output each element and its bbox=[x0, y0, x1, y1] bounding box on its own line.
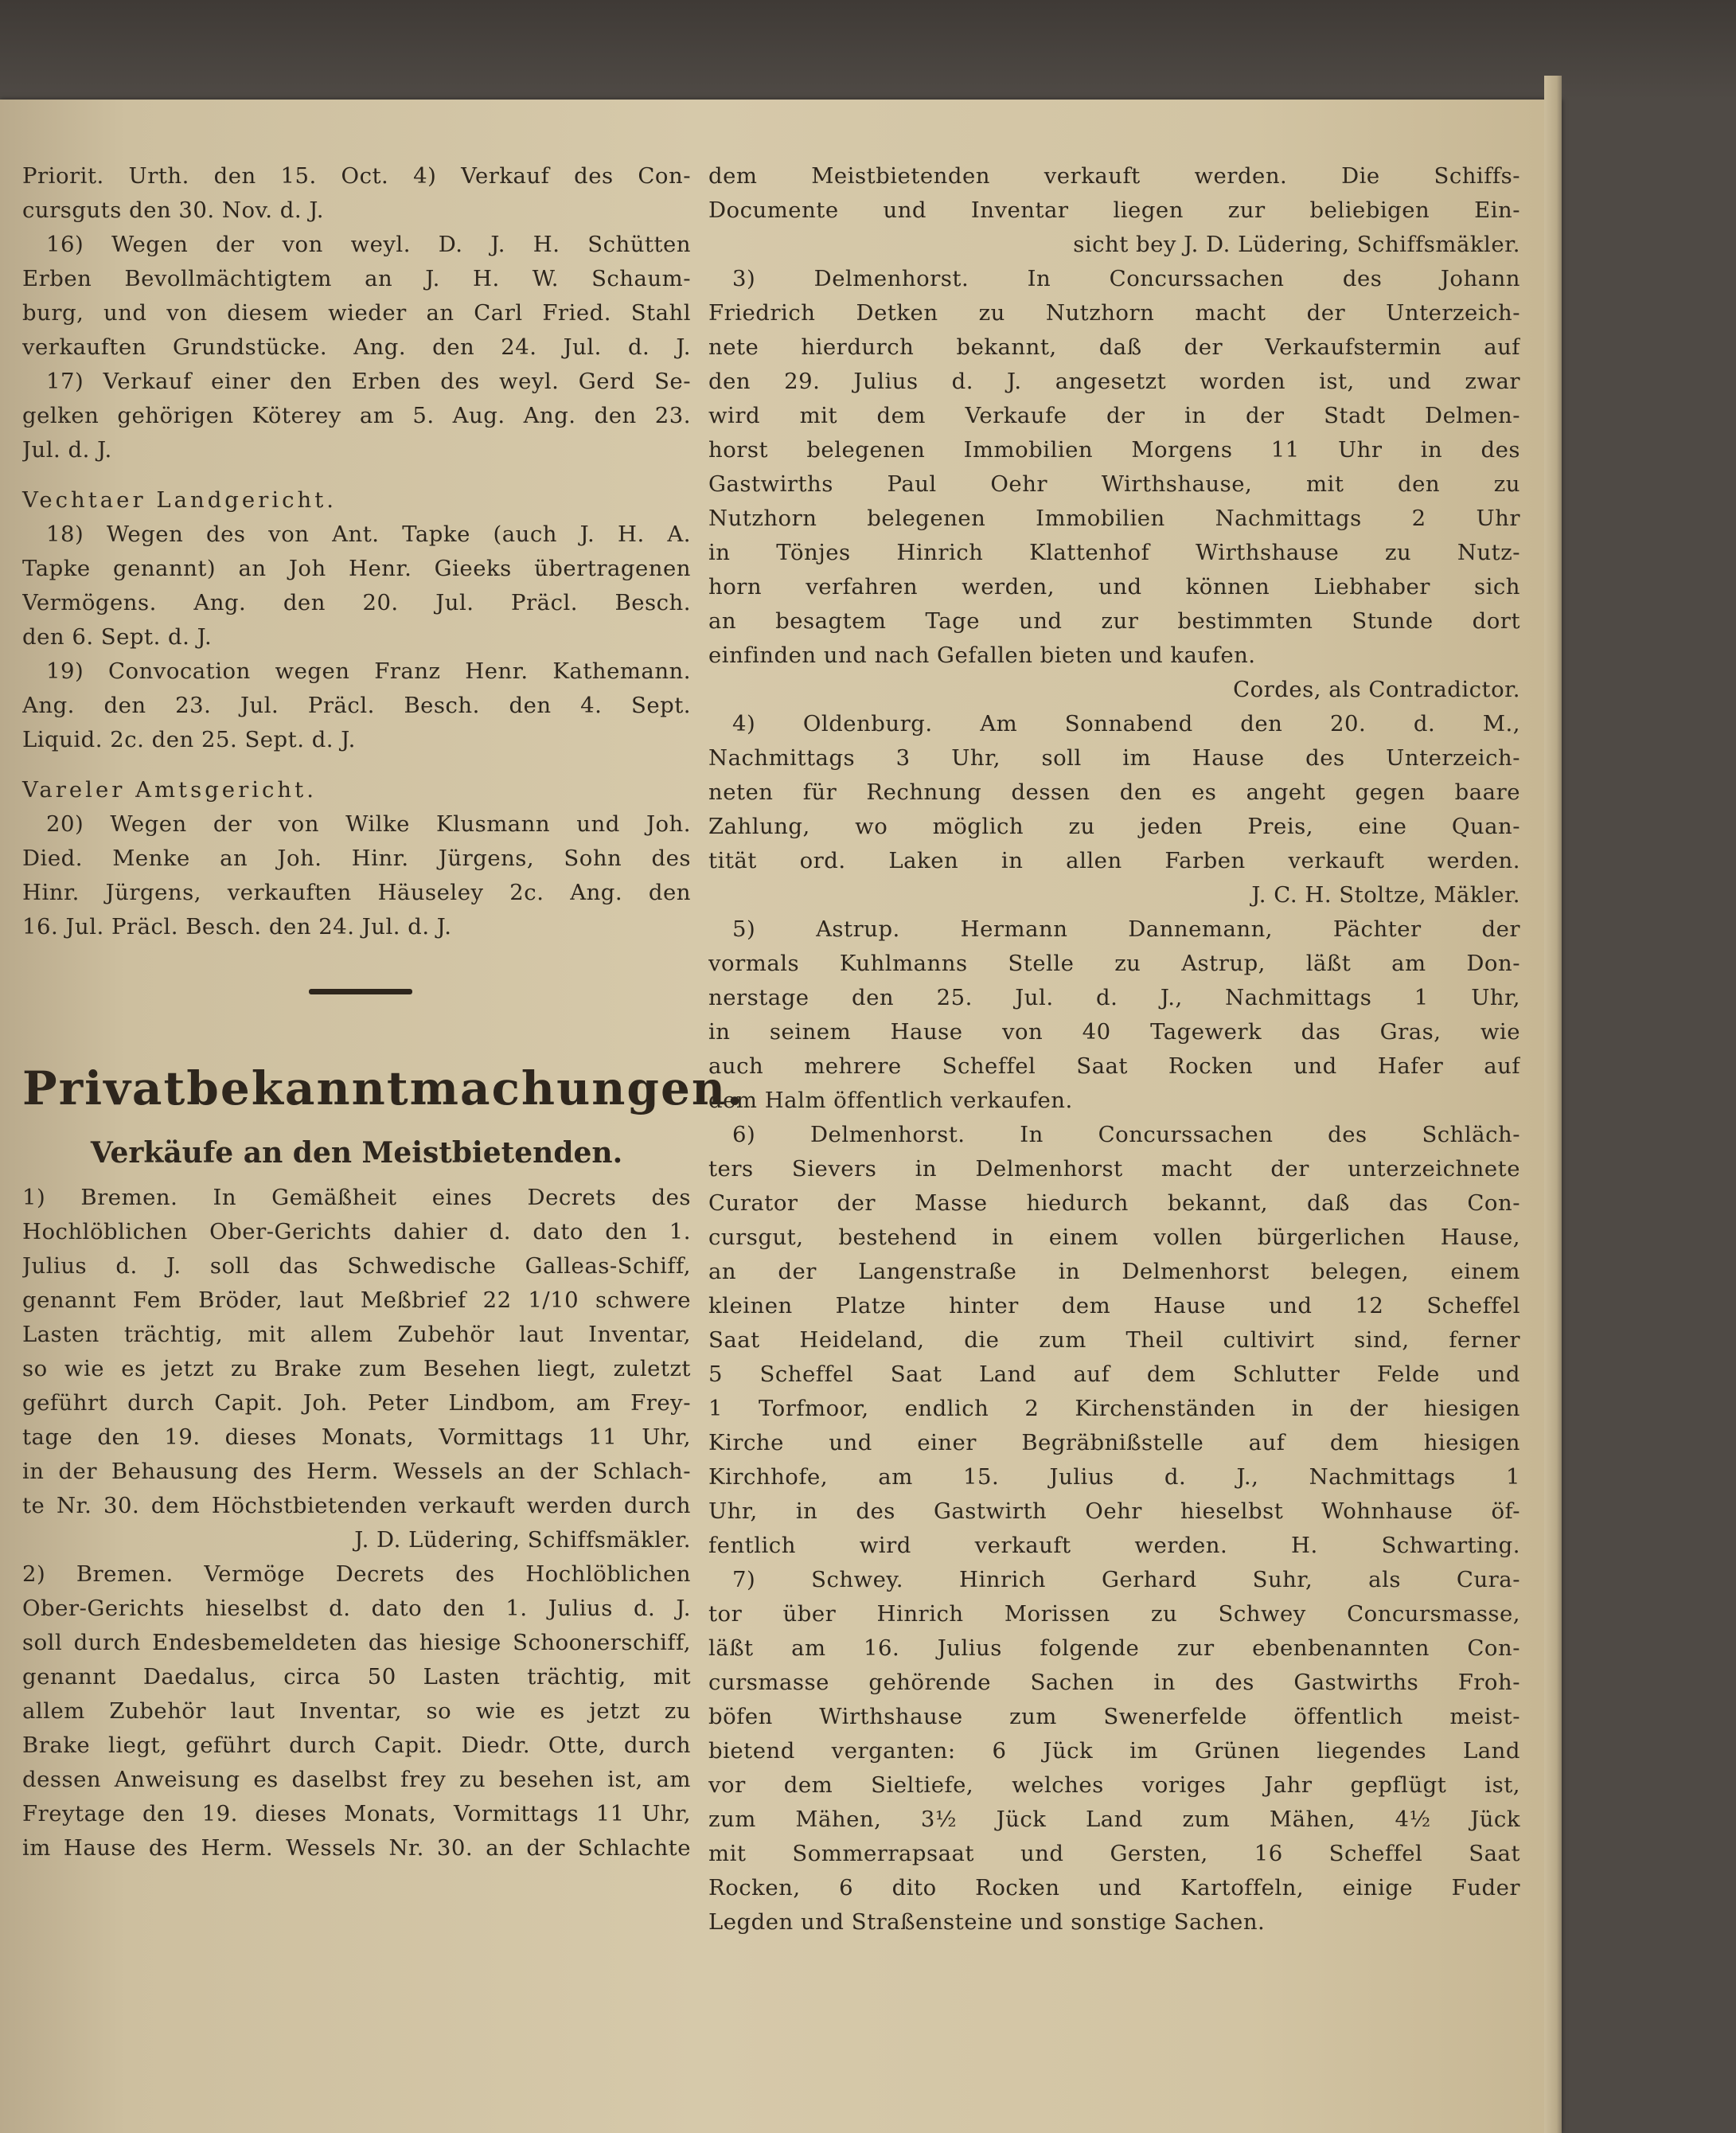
text-line: 19) Convocation wegen Franz Henr. Kathemann. bbox=[46, 658, 691, 684]
text-line: gelken gehörigen Köterey am 5. Aug. Ang. den 23. bbox=[22, 403, 691, 428]
text-line: Ang. den 23. Jul. Präcl. Besch. den 4. Sept. bbox=[22, 693, 691, 718]
text-line: Nachmittags 3 Uhr, soll im Hause des Unterzeich- bbox=[708, 745, 1520, 771]
text-line: 2) Bremen. Vermöge Decrets des Hochlöblichen bbox=[22, 1561, 691, 1587]
court-notices-block-3 bbox=[22, 807, 691, 944]
text-line: Nutzhorn belegenen Immobilien Nachmittags 2 Uhr bbox=[708, 506, 1520, 531]
text-line: Died. Menke an Joh. Hinr. Jürgens, Sohn des bbox=[22, 846, 691, 871]
text-line: Documente und Inventar liegen zur beliebigen Ein- bbox=[708, 197, 1520, 223]
section-divider bbox=[309, 989, 412, 994]
text-line: 1) Bremen. In Gemäßheit eines Decrets des bbox=[22, 1185, 691, 1210]
court-heading-vechta: Vechtaer Landgericht. bbox=[22, 487, 337, 513]
text-line: cursmasse gehörende Sachen in des Gastwirths Froh- bbox=[708, 1670, 1520, 1695]
text-line: auch mehrere Scheffel Saat Rocken und Hafer auf bbox=[708, 1053, 1520, 1079]
text-line: Friedrich Detken zu Nutzhorn macht der Unterzeich- bbox=[708, 300, 1520, 326]
scan-background bbox=[0, 0, 1736, 100]
right-column bbox=[708, 159, 1520, 1940]
text-line: 16. Jul. Präcl. Besch. den 24. Jul. d. J. bbox=[22, 914, 452, 940]
text-line: Hochlöblichen Ober-Gerichts dahier d. dato den 1. bbox=[22, 1219, 691, 1244]
text-line: Kirche und einer Begräbnißstelle auf dem hiesigen bbox=[708, 1430, 1520, 1455]
section-title: Privatbekanntmachungen. bbox=[22, 1061, 745, 1115]
text-line: tage den 19. dieses Monats, Vormittags 11 Uhr, bbox=[22, 1424, 691, 1450]
text-line: 18) Wegen des von Ant. Tapke (auch J. H. A. bbox=[46, 522, 691, 547]
text-line: ters Sievers in Delmenhorst macht der unterzeichnete bbox=[708, 1156, 1520, 1182]
text-line: 7) Schwey. Hinrich Gerhard Suhr, als Cura- bbox=[732, 1567, 1520, 1592]
text-line: Saat Heideland, die zum Theil cultivirt sind, ferner bbox=[708, 1327, 1520, 1353]
text-line: wird mit dem Verkaufe der in der Stadt Delmen- bbox=[708, 403, 1520, 428]
text-line: cursguts den 30. Nov. d. J. bbox=[22, 197, 324, 223]
text-line: sicht bey J. D. Lüdering, Schiffsmäkler. bbox=[1073, 232, 1520, 257]
text-line: mit Sommerrapsaat und Gersten, 16 Scheffel Saat bbox=[708, 1841, 1520, 1866]
text-line: dessen Anweisung es daselbst frey zu besehen ist, am bbox=[22, 1767, 691, 1792]
court-notices-block-1 bbox=[22, 159, 691, 467]
text-line: Zahlung, wo möglich zu jeden Preis, eine Quan- bbox=[708, 814, 1520, 839]
text-line: genannt Daedalus, circa 50 Lasten trächtig, mit bbox=[22, 1664, 691, 1690]
text-line: dem Halm öffentlich verkaufen. bbox=[708, 1088, 1073, 1113]
text-line: verkauften Grundstücke. Ang. den 24. Jul. d. J. bbox=[22, 334, 691, 360]
text-line: 20) Wegen der von Wilke Klusmann und Joh. bbox=[46, 811, 691, 837]
text-line: den 29. Julius d. J. angesetzt worden ist, und zwar bbox=[708, 369, 1520, 394]
text-line: 3) Delmenhorst. In Concurssachen des Johann bbox=[732, 266, 1520, 291]
text-line: kleinen Platze hinter dem Hause und 12 Scheffel bbox=[708, 1293, 1520, 1318]
text-line: burg, und von diesem wieder an Carl Fried. Stahl bbox=[22, 300, 691, 326]
text-line: Kirchhofe, am 15. Julius d. J., Nachmittags 1 bbox=[708, 1464, 1520, 1490]
text-line: Tapke genannt) an Joh Henr. Gieeks übertragenen bbox=[22, 556, 691, 581]
text-line: Julius d. J. soll das Schwedische Galleas-Schiff, bbox=[22, 1253, 691, 1279]
text-line: neten für Rechnung dessen den es angeht gegen baare bbox=[708, 779, 1520, 805]
text-line: allem Zubehör laut Inventar, so wie es jetzt zu bbox=[22, 1698, 691, 1724]
text-line: geführt durch Capit. Joh. Peter Lindbom, am Frey- bbox=[22, 1390, 691, 1416]
text-line: Liquid. 2c. den 25. Sept. d. J. bbox=[22, 727, 356, 752]
left-column bbox=[22, 159, 745, 1865]
text-line: 6) Delmenhorst. In Concurssachen des Schläch- bbox=[732, 1122, 1520, 1147]
text-line: in seinem Hause von 40 Tagewerk das Gras, wie bbox=[708, 1019, 1520, 1045]
text-line: Rocken, 6 dito Rocken und Kartoffeln, einige Fuder bbox=[708, 1875, 1520, 1901]
text-line: horn verfahren werden, und können Liebhaber sich bbox=[708, 574, 1520, 600]
text-line: soll durch Endesbemeldeten das hiesige Schoonerschiff, bbox=[22, 1630, 691, 1655]
text-line: Vermögens. Ang. den 20. Jul. Präcl. Besch. bbox=[22, 590, 691, 615]
text-line: böfen Wirthshause zum Swenerfelde öffentlich meist- bbox=[708, 1704, 1520, 1729]
court-heading-varel: Vareler Amtsgericht. bbox=[22, 777, 317, 803]
text-line: Uhr, in des Gastwirth Oehr hieselbst Wohnhause öf- bbox=[708, 1498, 1520, 1524]
text-line: so wie es jetzt zu Brake zum Besehen liegt, zuletzt bbox=[22, 1356, 691, 1381]
text-line: Gastwirths Paul Oehr Wirthshause, mit den zu bbox=[708, 471, 1520, 497]
text-line: dem Meistbietenden verkauft werden. Die Schiffs- bbox=[708, 163, 1520, 189]
text-line: genannt Fem Bröder, laut Meßbrief 22 1/10 schwere bbox=[22, 1287, 691, 1313]
text-line: Jul. d. J. bbox=[22, 437, 112, 463]
text-line: Erben Bevollmächtigtem an J. H. W. Schaum- bbox=[22, 266, 691, 291]
text-line: Hinr. Jürgens, verkauften Häuseley 2c. Ang. den bbox=[22, 880, 691, 905]
text-line: läßt am 16. Julius folgende zur ebenbenannten Con- bbox=[708, 1635, 1520, 1661]
text-line: vor dem Sieltiefe, welches voriges Jahr gepflügt ist, bbox=[708, 1772, 1520, 1798]
text-line: horst belegenen Immobilien Morgens 11 Uhr in des bbox=[708, 437, 1520, 463]
text-line: J. D. Lüdering, Schiffsmäkler. bbox=[354, 1527, 691, 1553]
text-line: 4) Oldenburg. Am Sonnabend den 20. d. M., bbox=[732, 711, 1520, 736]
text-line: vormals Kuhlmanns Stelle zu Astrup, läßt am Don- bbox=[708, 951, 1520, 976]
text-line: Curator der Masse hiedurch bekannt, daß das Con- bbox=[708, 1190, 1520, 1216]
court-notices-block-2 bbox=[22, 518, 691, 757]
text-line: tität ord. Laken in allen Farben verkauft werden. bbox=[708, 848, 1520, 873]
text-line: den 6. Sept. d. J. bbox=[22, 624, 213, 650]
text-line: 5 Scheffel Saat Land auf dem Schlutter Felde und bbox=[708, 1361, 1520, 1387]
text-line: in der Behausung des Herm. Wessels an der Schlach- bbox=[22, 1459, 691, 1484]
text-line: Cordes, als Contradictor. bbox=[1233, 677, 1520, 702]
text-line: Priorit. Urth. den 15. Oct. 4) Verkauf des Con- bbox=[22, 163, 691, 189]
private-notices-block bbox=[22, 1181, 691, 1865]
text-line: Legden und Straßensteine und sonstige Sachen. bbox=[708, 1909, 1266, 1935]
text-line: einfinden und nach Gefallen bieten und kaufen. bbox=[708, 643, 1256, 668]
text-line: cursgut, bestehend in einem vollen bürgerlichen Hause, bbox=[708, 1225, 1520, 1250]
text-line: bietend verganten: 6 Jück im Grünen liegendes Land bbox=[708, 1738, 1520, 1764]
text-line: an besagtem Tage und zur bestimmten Stunde dort bbox=[708, 608, 1520, 634]
text-line: 1 Torfmoor, endlich 2 Kirchenständen in der hiesigen bbox=[708, 1396, 1520, 1421]
text-line: Ober-Gerichts hieselbst d. dato den 1. Julius d. J. bbox=[22, 1596, 691, 1621]
text-line: 16) Wegen der von weyl. D. J. H. Schütten bbox=[46, 232, 691, 257]
text-line: Brake liegt, geführt durch Capit. Diedr. Otte, durch bbox=[22, 1733, 691, 1758]
page-edge bbox=[1544, 76, 1562, 2133]
text-line: in Tönjes Hinrich Klattenhof Wirthshause zu Nutz- bbox=[708, 540, 1520, 565]
section-subtitle: Verkäufe an den Meistbietenden. bbox=[90, 1136, 623, 1170]
text-line: im Hause des Herm. Wessels Nr. 30. an der Schlachte bbox=[22, 1835, 691, 1861]
text-line: 5) Astrup. Hermann Dannemann, Pächter der bbox=[732, 916, 1520, 942]
text-line: 17) Verkauf einer den Erben des weyl. Gerd Se- bbox=[46, 369, 691, 394]
text-line: tor über Hinrich Morissen zu Schwey Concursmasse, bbox=[708, 1601, 1520, 1627]
text-line: Freytage den 19. dieses Monats, Vormittags 11 Uhr, bbox=[22, 1801, 691, 1826]
text-line: te Nr. 30. dem Höchstbietenden verkauft werden durch bbox=[22, 1493, 691, 1518]
text-line: zum Mähen, 3½ Jück Land zum Mähen, 4½ Jück bbox=[708, 1807, 1520, 1832]
text-line: Lasten trächtig, mit allem Zubehör laut Inventar, bbox=[22, 1322, 691, 1347]
text-line: nete hierdurch bekannt, daß der Verkaufstermin auf bbox=[708, 334, 1520, 360]
text-line: nerstage den 25. Jul. d. J., Nachmittags 1 Uhr, bbox=[708, 985, 1520, 1010]
text-line: an der Langenstraße in Delmenhorst belegen, einem bbox=[708, 1259, 1520, 1284]
text-line: fentlich wird verkauft werden. H. Schwarting. bbox=[708, 1533, 1520, 1558]
text-line: J. C. H. Stoltze, Mäkler. bbox=[1251, 882, 1520, 908]
